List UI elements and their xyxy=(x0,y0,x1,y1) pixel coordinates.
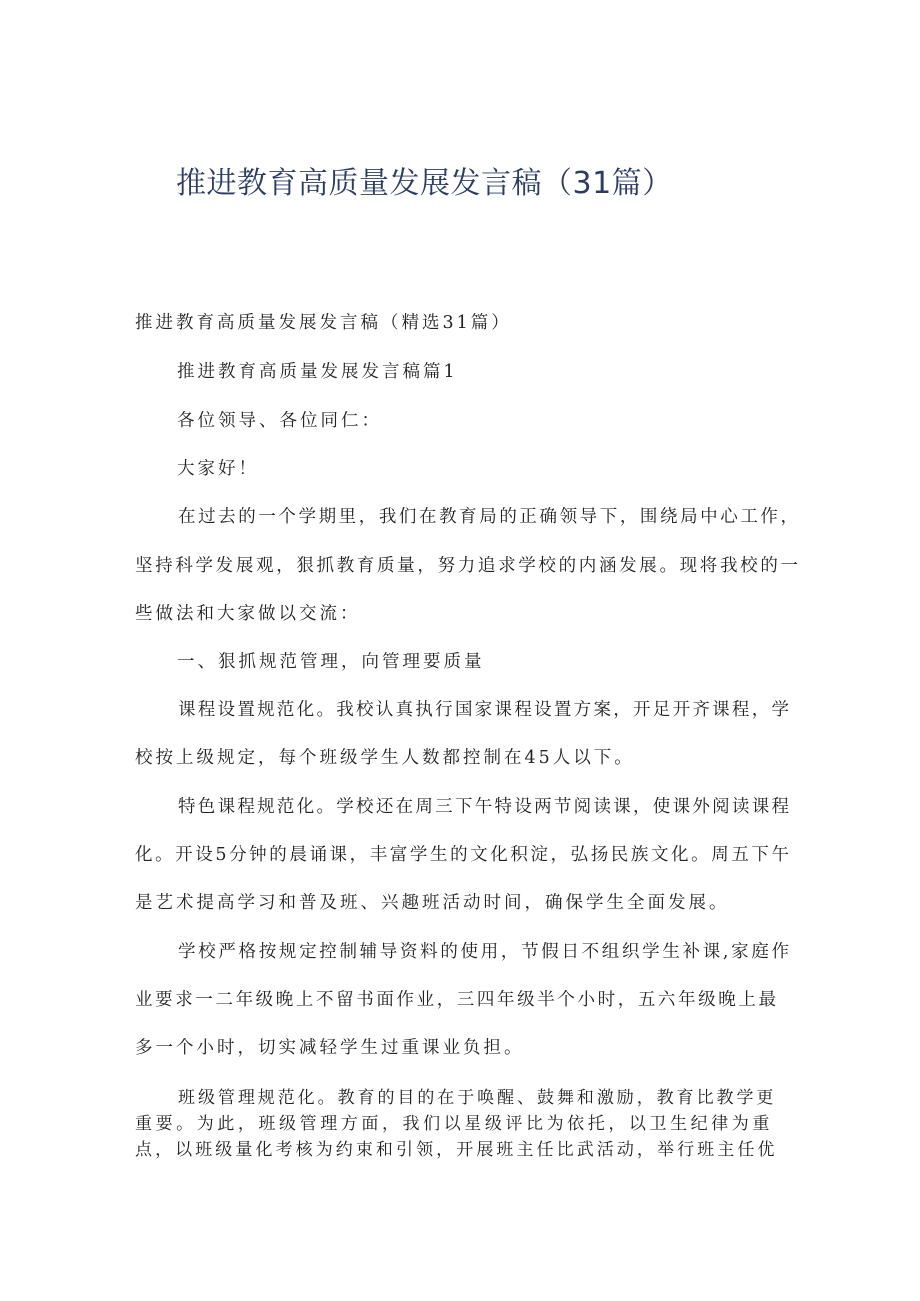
paragraph-line: 学校严格按规定控制辅导资料的使用，节假日不组织学生补课,家庭作 xyxy=(178,942,791,962)
subtitle-line: 推进教育高质量发展发言稿（精选31篇） xyxy=(135,313,512,333)
subsection-heading: 一、狠抓规范管理，向管理要质量 xyxy=(177,652,485,672)
document-title: 推进教育高质量发展发言稿（31篇） xyxy=(176,166,673,201)
paragraph-line: 点，以班级量化考核为约束和引领，开展班主任比武活动，举行班主任优 xyxy=(135,1140,777,1160)
paragraph-line: 在过去的一个学期里，我们在教育局的正确领导下，围绕局中心工作， xyxy=(178,507,800,527)
paragraph-line: 重要。为此，班级管理方面，我们以星级评比为依托，以卫生纪律为重 xyxy=(135,1114,772,1134)
paragraph-line: 多一个小时，切实减轻学生过重课业负担。 xyxy=(135,1038,525,1058)
paragraph-line: 业要求一二年级晚上不留书面作业，三四年级半个小时，五六年级晚上最 xyxy=(135,990,778,1010)
greeting: 大家好！ xyxy=(177,459,259,479)
paragraph-line: 课程设置规范化。我校认真执行国家课程设置方案，开足开齐课程，学 xyxy=(178,700,791,720)
paragraph-line: 特色课程规范化。学校还在周三下午特设两节阅读课，使课外阅读课程 xyxy=(178,797,791,817)
paragraph-line: 些做法和大家做以交流： xyxy=(135,604,361,624)
paragraph-line: 校按上级规定，每个班级学生人数都控制在45人以下。 xyxy=(135,748,635,768)
paragraph-line: 坚持科学发展观，狠抓教育质量，努力追求学校的内涵发展。现将我校的一 xyxy=(135,556,800,576)
paragraph-line: 是艺术提高学习和普及班、兴趣班活动时间，确保学生全面发展。 xyxy=(135,893,730,913)
section-heading: 推进教育高质量发展发言稿篇1 xyxy=(177,362,458,382)
salutation: 各位领导、各位同仁： xyxy=(177,411,382,431)
paragraph-line: 化。开设5分钟的晨诵课，丰富学生的文化积淀，弘扬民族文化。周五下午 xyxy=(135,845,791,865)
paragraph-line: 班级管理规范化。教育的目的在于唤醒、鼓舞和激励，教育比教学更 xyxy=(178,1088,776,1108)
